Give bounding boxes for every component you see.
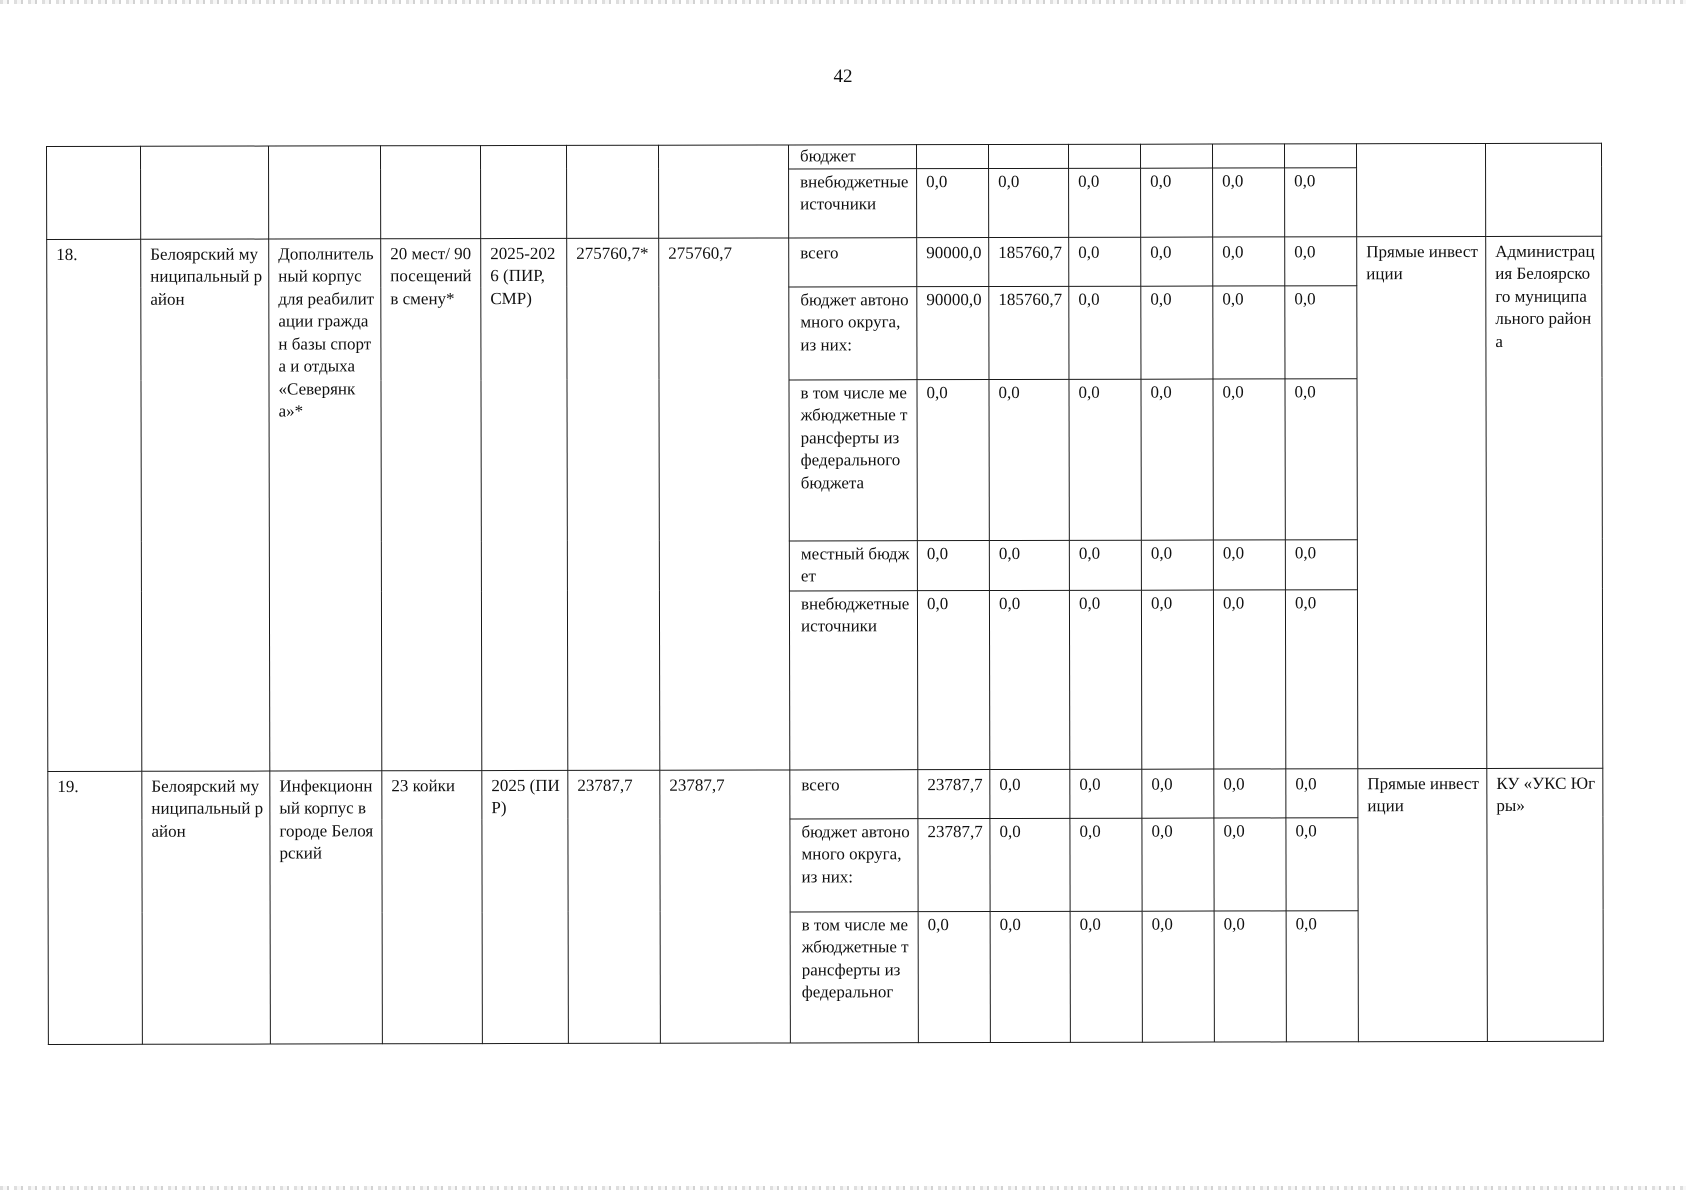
- value-cell: 0,0: [1069, 379, 1141, 540]
- cell-empty: [269, 146, 381, 239]
- entry-object: Дополнительный корпус для реабилитации граждан базы спорта и отдыха «Северянка»*: [269, 238, 382, 770]
- value-cell: 0,0: [1285, 378, 1357, 539]
- value-cell: 23787,7: [918, 818, 990, 911]
- value-cell: 0,0: [1070, 911, 1142, 1042]
- source-label: местный бюджет: [789, 540, 917, 590]
- value-cell: 0,0: [1142, 769, 1214, 818]
- entry-cost: 23787,7: [568, 770, 661, 1043]
- source-label: всего: [789, 237, 917, 286]
- table-row: [47, 143, 1602, 170]
- cell-empty: [141, 146, 269, 239]
- value-cell: [1212, 144, 1284, 168]
- source-label: бюджет: [788, 145, 916, 169]
- entry-period: 2025-2026 (ПИР, СМР): [481, 238, 568, 770]
- value-cell: [916, 145, 988, 169]
- value-cell: 0,0: [1214, 910, 1286, 1041]
- value-cell: 0,0: [1070, 769, 1142, 818]
- entry-district: Белоярский муниципальный район: [142, 771, 271, 1044]
- value-cell: 0,0: [1141, 379, 1213, 540]
- value-cell: 0,0: [917, 168, 989, 237]
- value-cell: [988, 144, 1068, 168]
- value-cell: 0,0: [1141, 590, 1213, 769]
- value-cell: 0,0: [1069, 540, 1141, 590]
- value-cell: 0,0: [1286, 768, 1358, 817]
- value-cell: 0,0: [1141, 237, 1213, 286]
- value-cell: 0,0: [1285, 285, 1357, 378]
- value-cell: 0,0: [1070, 818, 1142, 911]
- value-cell: 0,0: [1285, 589, 1357, 768]
- entry-customer: Администрация Белоярского муниципального района: [1486, 236, 1603, 768]
- value-cell: 0,0: [1213, 589, 1285, 768]
- entry-investment-form: Прямые инвестиции: [1357, 236, 1487, 768]
- value-cell: 0,0: [990, 818, 1070, 911]
- value-cell: 0,0: [1285, 167, 1357, 236]
- value-cell: 0,0: [1142, 911, 1214, 1042]
- investment-table: [46, 143, 1604, 1045]
- value-cell: 0,0: [1142, 818, 1214, 911]
- cell-empty: [658, 145, 788, 238]
- value-cell: 0,0: [989, 379, 1069, 540]
- entry-total: 275760,7: [659, 237, 790, 769]
- value-cell: 0,0: [1286, 817, 1358, 910]
- source-label: внебюджетные источники: [789, 168, 917, 237]
- value-cell: [1068, 144, 1140, 168]
- value-cell: 0,0: [990, 769, 1070, 818]
- value-cell: 185760,7: [989, 237, 1069, 286]
- value-cell: 90000,0: [917, 286, 989, 379]
- value-cell: 185760,7: [989, 286, 1069, 379]
- value-cell: 0,0: [1285, 539, 1357, 589]
- source-label: в том числе межбюджетные трансферты из федеральног: [790, 911, 918, 1042]
- value-cell: 0,0: [989, 590, 1069, 769]
- value-cell: 0,0: [917, 540, 989, 590]
- value-cell: 0,0: [1069, 286, 1141, 379]
- source-label: всего: [790, 769, 918, 818]
- cell-empty: [566, 145, 658, 238]
- cell-empty: [381, 146, 481, 239]
- source-label: внебюджетные источники: [789, 590, 917, 769]
- document-sheet: [46, 143, 1603, 1045]
- value-cell: [1140, 144, 1212, 168]
- value-cell: 0,0: [917, 590, 989, 769]
- value-cell: 0,0: [989, 540, 1069, 590]
- value-cell: 0,0: [1141, 286, 1213, 379]
- entry-period: 2025 (ПИР): [482, 770, 569, 1043]
- table-row: [48, 768, 1603, 820]
- entry-investment-form: Прямые инвестиции: [1358, 768, 1488, 1041]
- value-cell: 90000,0: [917, 237, 989, 286]
- entry-object: Инфекционный корпус в городе Белоярский: [270, 770, 383, 1043]
- value-cell: 0,0: [1213, 539, 1285, 589]
- source-label: в том числе межбюджетные трансферты из федерального бюджета: [789, 379, 917, 540]
- value-cell: 0,0: [918, 911, 990, 1042]
- source-label: бюджет автономного округа, из них:: [789, 286, 917, 379]
- entry-cost: 275760,7*: [567, 238, 660, 770]
- entry-capacity: 23 койки: [382, 770, 483, 1043]
- value-cell: 0,0: [1213, 167, 1285, 236]
- value-cell: [1284, 144, 1356, 168]
- entry-capacity: 20 мест/ 90 посещений в смену*: [381, 238, 482, 770]
- cell-empty: [481, 145, 567, 238]
- entry-number: 19.: [48, 771, 143, 1044]
- value-cell: 23787,7: [918, 769, 990, 818]
- entry-number: 18.: [47, 239, 142, 771]
- value-cell: 0,0: [1213, 236, 1285, 285]
- table-row: [47, 236, 1602, 288]
- source-label: бюджет автономного округа, из них:: [790, 818, 918, 911]
- cell-empty: [47, 146, 141, 239]
- value-cell: 0,0: [989, 168, 1069, 237]
- value-cell: 0,0: [1213, 285, 1285, 378]
- page-number: 42: [833, 66, 853, 87]
- value-cell: 0,0: [917, 379, 989, 540]
- cell-empty: [1356, 143, 1485, 236]
- value-cell: 0,0: [1141, 540, 1213, 590]
- value-cell: 0,0: [1213, 378, 1285, 539]
- value-cell: 0,0: [990, 911, 1070, 1042]
- value-cell: 0,0: [1069, 237, 1141, 286]
- entry-customer: КУ «УКС Югры»: [1487, 768, 1604, 1041]
- value-cell: 0,0: [1214, 768, 1286, 817]
- entry-district: Белоярский муниципальный район: [141, 239, 270, 771]
- entry-total: 23787,7: [660, 769, 791, 1042]
- value-cell: 0,0: [1069, 168, 1141, 237]
- scan-edge-top: [0, 0, 1686, 4]
- value-cell: 0,0: [1069, 590, 1141, 769]
- scan-edge-bottom: [0, 1186, 1686, 1190]
- value-cell: 0,0: [1285, 236, 1357, 285]
- value-cell: 0,0: [1214, 817, 1286, 910]
- cell-empty: [1485, 143, 1601, 236]
- value-cell: 0,0: [1286, 910, 1358, 1041]
- value-cell: 0,0: [1141, 168, 1213, 237]
